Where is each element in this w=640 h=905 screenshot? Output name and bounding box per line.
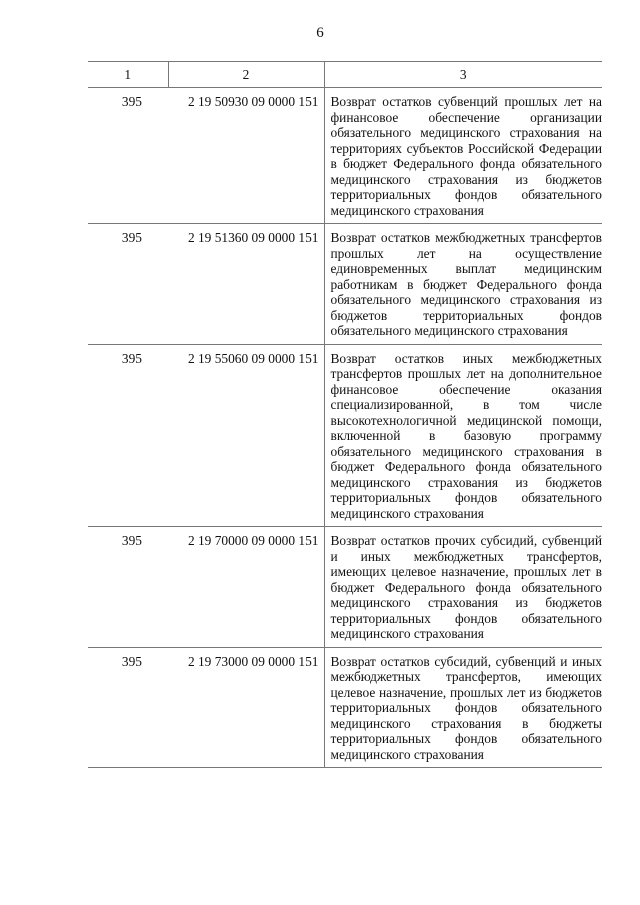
description-cell: Возврат остатков иных межбюджетных трансфертов прошлых лет на дополнительное финансовое обеспечение оказания специализированной, в том числе высокотехнологичной медицинской помощи, включенной в базовую программу обязательного медицинского страхования в бюджет Федерального фонда обязательного медицинского страхования из бюджетов территориальных фондов обязательного медицинского страхования (324, 344, 602, 527)
description-cell: Возврат остатков субвенций прошлых лет на финансовое обеспечение организации обязательного медицинского страхования на территориях субъектов Российской Федерации в бюджет Федерального фонда обязательного медицинского страхования из бюджетов территориальных фондов обязательного медицинского страхования (324, 88, 602, 224)
classification-table (88, 61, 602, 768)
description-cell: Возврат остатков прочих субсидий, субвенций и иных межбюджетных трансфертов, имеющих целевое назначение, прошлых лет в бюджет Федерального фонда обязательного медицинского страхования из бюджетов территориальных фондов обязательного медицинского страхования (324, 527, 602, 648)
table-row (88, 344, 602, 527)
budget-code-cell: 2 19 50930 09 0000 151 (168, 88, 324, 224)
table-row (88, 224, 602, 345)
admin-code-cell: 395 (88, 224, 168, 345)
budget-code-cell: 2 19 73000 09 0000 151 (168, 647, 324, 768)
description-cell: Возврат остатков субсидий, субвенций и иных межбюджетных трансфертов, имеющих целевое назначение, прошлых лет из бюджетов территориальных фондов обязательного медицинского страхования в бюджеты территориальных фондов обязательного медицинского страхования (324, 647, 602, 768)
table-row (88, 88, 602, 224)
description-cell: Возврат остатков межбюджетных трансфертов прошлых лет на осуществление единовременных выплат медицинским работникам в бюджет Федерального фонда обязательного медицинского страхования из бюджетов территориальных фондов обязательного медицинского страхования (324, 224, 602, 345)
admin-code-cell: 395 (88, 88, 168, 224)
column-header-2: 2 (168, 62, 324, 88)
column-header-1: 1 (88, 62, 168, 88)
table-row (88, 647, 602, 768)
admin-code-cell: 395 (88, 344, 168, 527)
table-row (88, 527, 602, 648)
column-header-3: 3 (324, 62, 602, 88)
budget-code-cell: 2 19 51360 09 0000 151 (168, 224, 324, 345)
table-header-row (88, 62, 602, 88)
page-number: 6 (316, 25, 324, 41)
budget-code-cell: 2 19 70000 09 0000 151 (168, 527, 324, 648)
budget-code-cell: 2 19 55060 09 0000 151 (168, 344, 324, 527)
admin-code-cell: 395 (88, 527, 168, 648)
admin-code-cell: 395 (88, 647, 168, 768)
